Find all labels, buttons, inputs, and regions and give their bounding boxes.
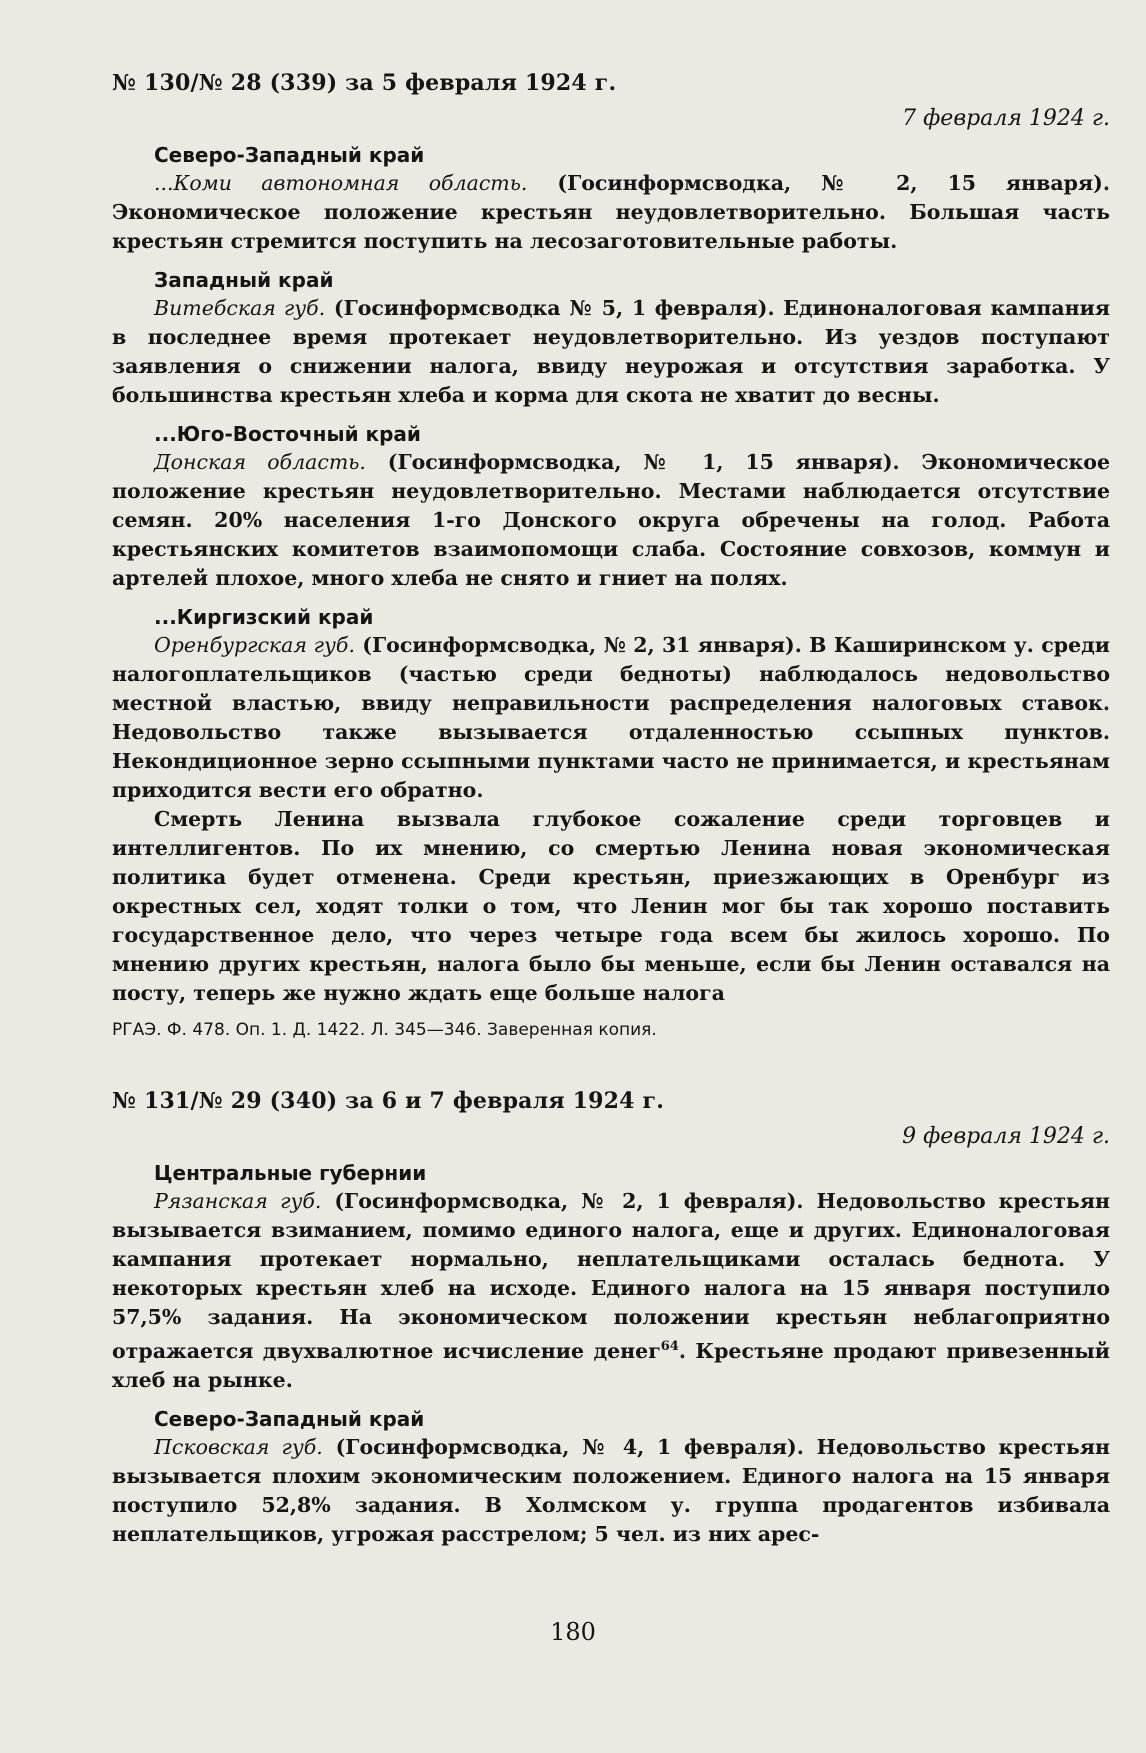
paragraph [112,169,1110,256]
place-name: ...Коми автономная область. [154,171,528,195]
doc-130-header: № 130/№ 28 (339) за 5 февраля 1924 г. [112,70,617,96]
region-heading: Северо-Западный край [154,1406,425,1431]
paragraph-text: (Госинформсводка № 5, 1 февраля). Единоналоговая кампания в последнее время протекает неудовлетворительно. Из уездов поступают заявления о снижении налога, ввиду неурожая и отсутствия заработка. У большинства крестьян хлеба и корма для скота не хватит до весны. [112,296,1110,407]
paragraph [112,448,1110,593]
region-heading: Центральные губернии [154,1161,427,1185]
paragraph-text: (Госинформсводка, № 2, 15 января). Экономическое положение крестьян неудовлетворительно. Большая часть крестьян стремится поступить на лесозаготовительные работы. [112,171,1110,253]
region-heading: ...Киргизский край [154,605,374,629]
place-name: Донская область. [154,450,366,474]
region-heading: Северо-Западный край [154,143,425,167]
paragraph [112,631,1110,805]
paragraph [112,1187,1110,1395]
doc-130-date: 7 февраля 1924 г. [902,106,1110,131]
paragraph [112,1433,1110,1549]
region-heading: Западный край [154,268,334,292]
archive-source: РГАЭ. Ф. 478. Оп. 1. Д. 1422. Л. 345—346. Заверенная копия. [112,1020,657,1040]
footnote-marker: 64 [660,1339,679,1354]
place-name: Оренбургская губ. [154,633,355,657]
place-name: Рязанская губ. [154,1189,322,1213]
paragraph-text: . Крестьяне продают привезенный хлеб на рынке. [112,1338,1110,1392]
paragraph [112,294,1110,410]
paragraph-text: (Госинформсводка, № 2, 31 января). В Каширинском у. среди налогоплательщиков (частью среди бедноты) наблюдалось недовольство местной властью, ввиду неправильности распределения налоговых ставок. Недовольство также вызывается отдаленностью ссыпных пунктов. Некондиционное зерно ссыпными пунктами часто не принимается, и крестьянам приходится вести его обратно. [112,633,1110,802]
paragraph-lenin: Смерть Ленина вызвала глубокое сожаление среди торговцев и интеллигентов. По их мнению, со смертью Ленина новая экономическая политика будет отменена. Среди крестьян, приезжающих в Оренбург из окрестных сел, ходят толки о том, что Ленин мог бы так хорошо поставить государственное дело, что через четыре года всем бы жилось хорошо. По мнению других крестьян, налога было бы меньше, если бы Ленин оставался на посту, теперь же нужно ждать еще больше налога [112,807,1110,1005]
place-name: Витебская губ. [154,296,326,320]
page-number: 180 [550,1618,596,1646]
region-heading: ...Юго-Восточный край [154,422,421,446]
doc-131-header: № 131/№ 29 (340) за 6 и 7 февраля 1924 г. [112,1088,665,1114]
place-name: Псковская губ. [154,1434,323,1459]
paragraph-text: (Госинформсводка, № 2, 1 февраля). Недовольство крестьян вызывается взиманием, помимо единого налога, еще и других. Единоналоговая кампания протекает нормально, неплательщиками осталась беднота. У некоторых крестьян хлеб на исходе. Единого налога на 15 января поступило 57,5% задания. На экономическом положении крестьян неблагоприятно отражается двухвалютное исчисление денег [112,1189,1110,1363]
doc-131-date: 9 февраля 1924 г. [902,1124,1110,1149]
paragraph-text: (Госинформсводка, № 4, 1 февраля). Недовольство крестьян вызывается плохим экономическим положением. Единого налога на 15 января поступило 52,8% задания. В Холмском у. группа продагентов избивала неплательщиков, угрожая расстрелом; 5 чел. из них арес- [112,1434,1110,1546]
paragraph-text: (Госинформсводка, № 1, 15 января). Экономическое положение крестьян неудовлетворительно. Местами наблюдается отсутствие семян. 20% населения 1-го Донского округа обречены на голод. Работа крестьянских комитетов взаимопомощи слаба. Состояние совхозов, коммун и артелей плохое, много хлеба не снято и гниет на полях. [112,450,1110,590]
